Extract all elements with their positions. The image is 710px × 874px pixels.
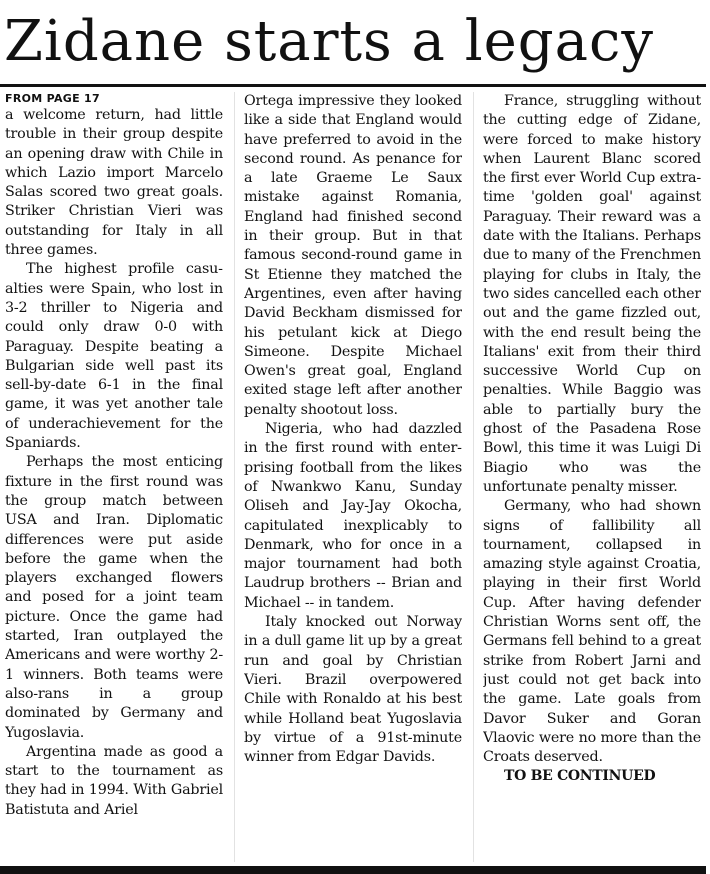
bottom-rule — [0, 866, 706, 874]
column-gutter — [473, 92, 474, 862]
article-column-1 — [5, 92, 223, 867]
continued-note: TO BE CONTINUED — [504, 768, 656, 785]
headline: Zidane starts a legacy — [4, 9, 654, 74]
continuation-kicker: FROM PAGE 17 — [5, 92, 100, 105]
article-column-2 — [244, 92, 462, 867]
article-column-3 — [483, 92, 701, 867]
column-gutter — [234, 92, 235, 862]
paragraph: Germany, who had shown signs of fallibility all tournament, collapsed in amazing style against Croatia, playing in their first World Cup. After having defender Christian Worns sent off, the Germans fell behind to a great strike from Robert Jarni and just could not get back into the game. Late goals from Davor Suker and Goran Vlaovic were no more than the Croats deserved. — [483, 498, 701, 766]
paragraph: Italy knocked out Norway in a dull game lit up by a great run and goal by Christian Vieri. Brazil overpowered Chile with Ronaldo at his best while Holland beat Yugoslavia by virtue of a 91st-minute winner from Edgar Davids. — [244, 614, 462, 766]
paragraph: a welcome return, had little trouble in their group despite an opening draw with Chile in which Lazio import Marcelo Salas scored two great goals. Striker Christian Vieri was outstanding for Italy in all three games. — [5, 107, 223, 259]
paragraph: Perhaps the most enticing fixture in the first round was the group match between USA and Iran. Diplomatic differences were put aside before the game when the players exchanged flowers and posed for a joint team picture. Once the game had started, Iran outplayed the Americans and were worthy 2-1 winners. Both teams were also-rans in a group dominated by Germany and Yugoslavia. — [5, 454, 223, 741]
paragraph: Nigeria, who had dazzled in the first round with enterprising football from the likes of Nwankwo Kanu, Sunday Oliseh and Jay-Jay Okocha, capitulated inexplicably to Denmark, who for once in a major tournament had both Laudrup brothers -- Brian and Michael -- in tandem. — [244, 421, 462, 611]
paragraph: France, struggling without the cutting edge of Zidane, were forced to make history when Laurent Blanc scored the first ever World Cup extra-time 'golden goal' against Paraguay. Their reward was a date with the Italians. Perhaps due to many of the Frenchmen playing for clubs in Italy, the two sides cancelled each other out and the game fizzled out, with the end result being the Italians' exit from their third successive World Cup on penalties. While Baggio was able to partially bury the ghost of the Pasadena Rose Bowl, this time it was Luigi Di Biagio who was the unfortunate penalty misser. — [483, 93, 701, 495]
paragraph: Ortega impressive they looked like a side that England would have preferred to avoid in the second round. As penance for a late Graeme Le Saux mistake against Romania, England had finished second in their group. But in that famous second-round game in St Etienne they matched the Argentines, even after having David Beckham dismissed for his petulant kick at Diego Simeone. Despite Michael Owen's great goal, England exited stage left after another penalty shootout loss. — [244, 93, 462, 418]
paragraph: The highest profile casualties were Spain, who lost in 3-2 thriller to Nigeria and could only draw 0-0 with Paraguay. Despite beating a Bulgarian side well past its sell-by-date 6-1 in the final game, it was yet another tale of underachievement for the Spaniards. — [5, 261, 223, 452]
paragraph: Argentina made as good a start to the tournament as they had in 1994. With Gabriel Batistuta and Ariel — [5, 743, 223, 818]
headline-rule — [0, 84, 706, 87]
